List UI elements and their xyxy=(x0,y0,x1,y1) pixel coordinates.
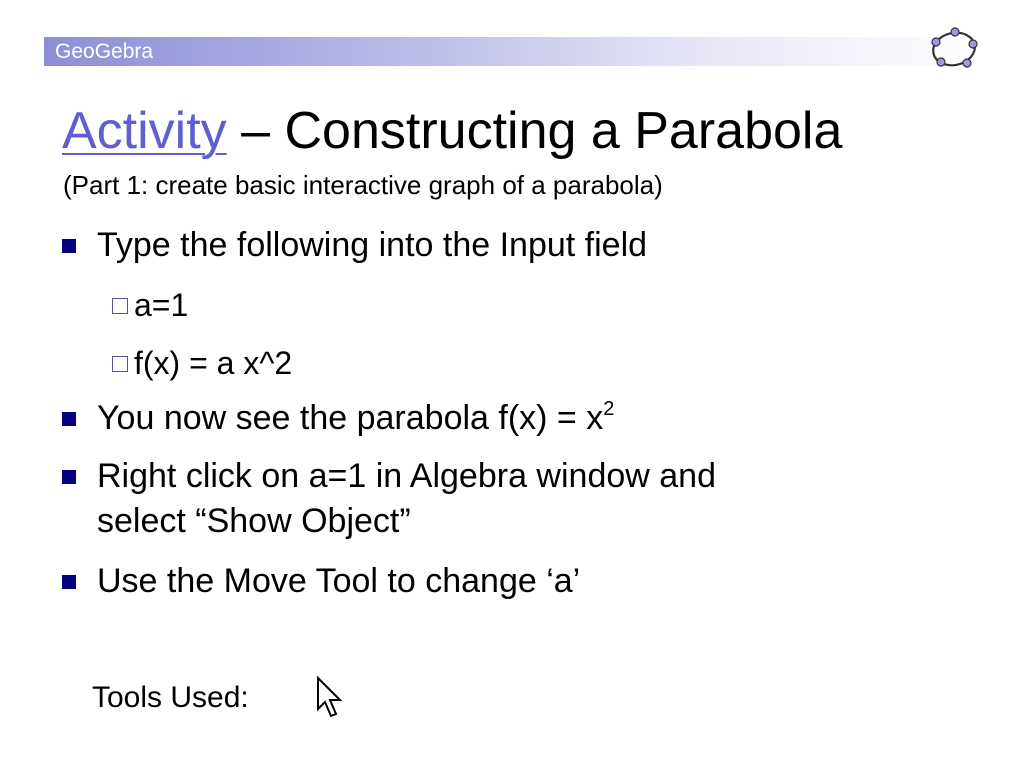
title-text: – Constructing a Parabola xyxy=(241,102,843,160)
move-tool-cursor-icon xyxy=(314,675,344,721)
hollow-square-bullet-icon xyxy=(112,298,128,314)
list-item-text xyxy=(97,396,614,441)
bullet-marker-icon xyxy=(62,412,76,426)
exponent: 2 xyxy=(603,398,615,420)
header-bar xyxy=(44,37,980,66)
bullet-marker-icon xyxy=(62,239,76,253)
sub-list-item xyxy=(112,284,188,326)
tools-used-label: Tools Used: xyxy=(92,681,249,714)
sub-list-item-text: f(x) = a x^2 xyxy=(134,345,293,381)
sub-list-item-text: a=1 xyxy=(134,287,189,323)
sub-list-item xyxy=(112,342,292,384)
brand-label: GeoGebra xyxy=(55,40,154,63)
activity-link[interactable]: Activity xyxy=(62,102,227,160)
geogebra-logo-icon xyxy=(928,26,980,72)
hollow-square-bullet-icon xyxy=(112,356,128,372)
list-item-text xyxy=(97,454,716,544)
list-item-text: Type the following into the Input field xyxy=(97,226,648,264)
page-subtitle: (Part 1: create basic interactive graph of a parabola) xyxy=(63,170,663,200)
bullet-marker-icon xyxy=(62,575,76,589)
list-item-text: Use the Move Tool to change ‘a’ xyxy=(97,562,581,600)
list-item-line: Right click on a=1 in Algebra window and xyxy=(97,457,716,495)
bullet-marker-icon xyxy=(62,470,76,484)
page-title xyxy=(62,101,842,161)
parabola-text: You now see the parabola f(x) = x xyxy=(97,399,604,437)
list-item-line: select “Show Object” xyxy=(97,502,411,540)
